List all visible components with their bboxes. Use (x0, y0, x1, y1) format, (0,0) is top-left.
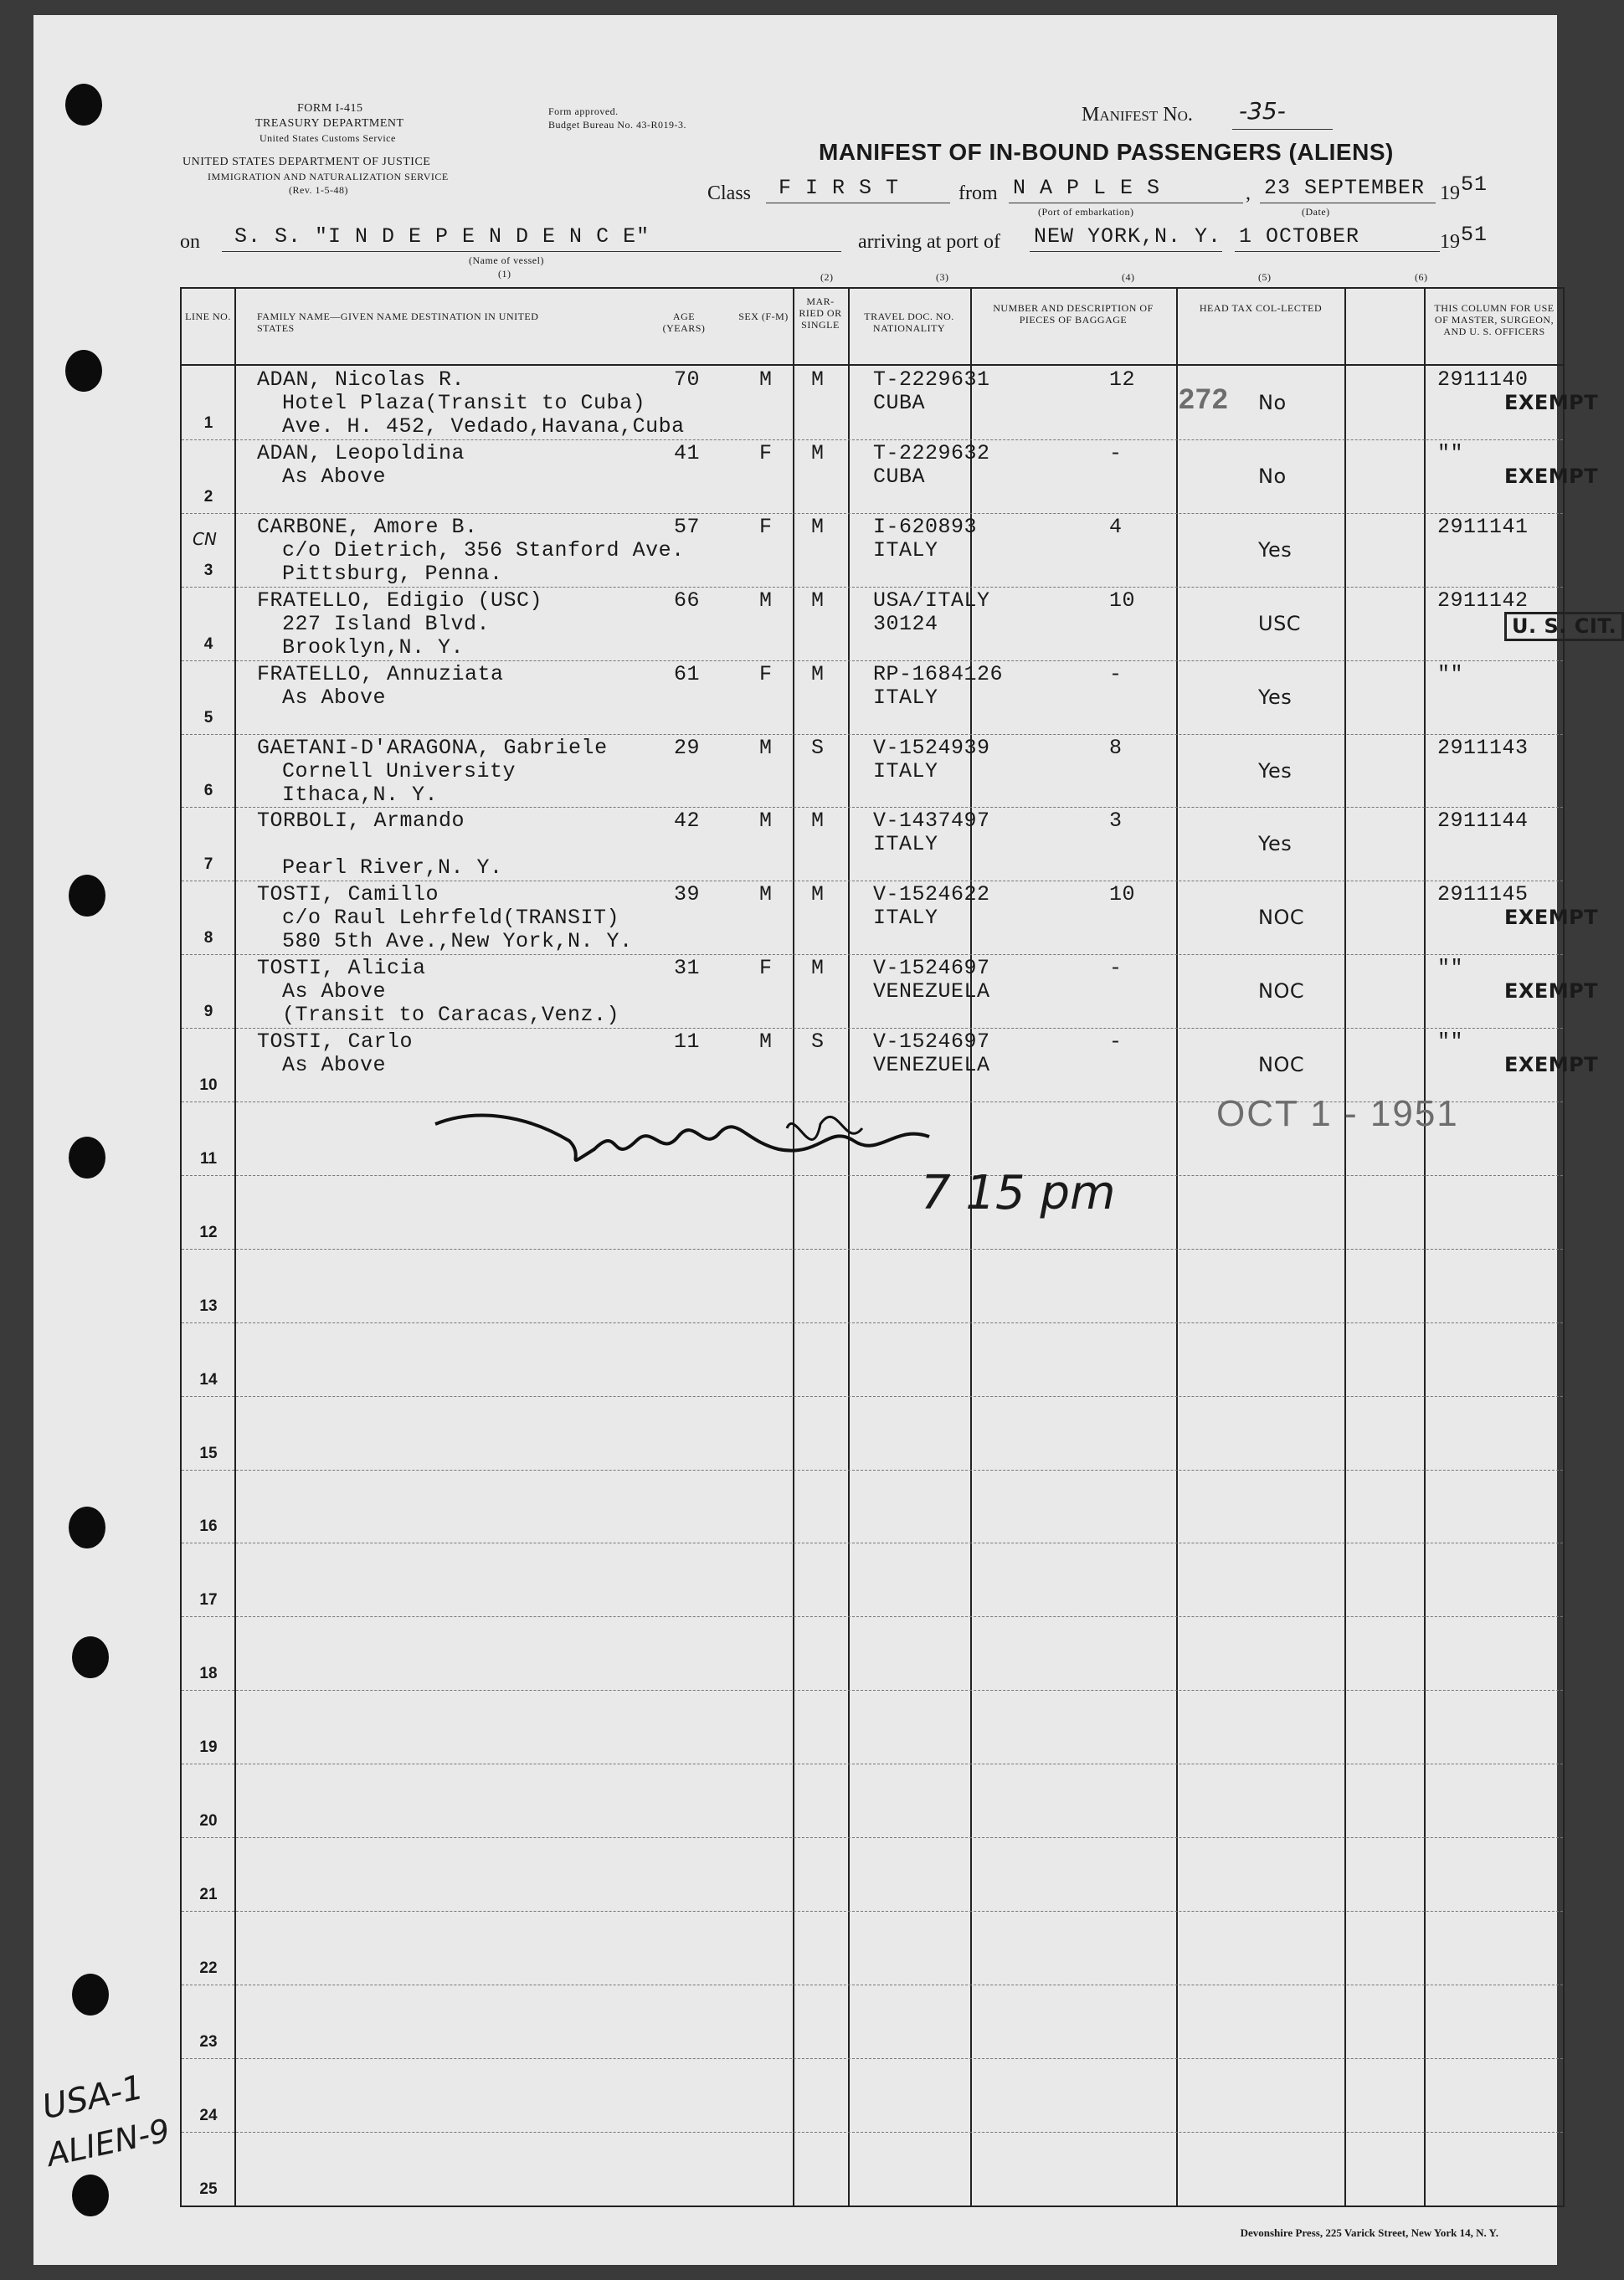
cell-married: M (811, 588, 825, 613)
on-label: on (180, 231, 200, 253)
cell-note: EXEMPT (1504, 979, 1599, 1004)
cell-dest1: As Above (282, 685, 387, 710)
cell-married: M (811, 661, 825, 686)
row-divider (182, 1616, 1563, 1617)
cell-doc: T-2229631 (873, 367, 990, 392)
line-number: 24 (199, 2106, 218, 2124)
cell-note: U. S. CIT. (1504, 612, 1624, 641)
cell-tax: No (1258, 464, 1287, 488)
cell-doc: V-1524697 (873, 1030, 990, 1055)
year-prefix-1: 19 (1440, 182, 1460, 204)
year-2: 51 (1461, 223, 1488, 247)
row-divider (182, 660, 1563, 661)
row-divider (182, 1837, 1563, 1838)
cell-name: TOSTI, Carlo (257, 1030, 414, 1055)
printer-imprint: Devonshire Press, 225 Varick Street, New York 14, N. Y. (1240, 2226, 1498, 2239)
cell-baggage: 10 (1109, 882, 1136, 907)
cell-doc: RP-1684126 (873, 661, 1004, 686)
line-number: 14 (199, 1370, 218, 1389)
header-baggage: NUMBER AND DESCRIPTION OF PIECES OF BAGGAGE (993, 302, 1154, 326)
row-divider (182, 1249, 1563, 1250)
cell-sex: F (759, 661, 773, 686)
cell-married: M (811, 956, 825, 981)
budget-bureau: Budget Bureau No. 43-R019-3. (548, 119, 686, 131)
cell-officer: 2911141 (1437, 514, 1529, 539)
cell-baggage: 4 (1109, 514, 1123, 539)
year-prefix-2: 19 (1440, 231, 1460, 253)
line-number: 23 (199, 2032, 218, 2051)
cell-nat: 30124 (873, 611, 938, 636)
cell-note: EXEMPT (1504, 906, 1599, 930)
cell-nat: VENEZUELA (873, 979, 990, 1004)
cell-name: TOSTI, Alicia (257, 956, 426, 981)
cell-doc: USA/ITALY (873, 588, 990, 613)
customs-label: United States Customs Service (260, 132, 396, 144)
row-divider (182, 1322, 1563, 1323)
cell-nat: VENEZUELA (873, 1053, 990, 1078)
cell-married: M (811, 809, 825, 834)
justice-label: UNITED STATES DEPARTMENT OF JUSTICE (182, 156, 431, 168)
cell-dest2: Brooklyn,N. Y. (282, 634, 465, 660)
row-divider (182, 1396, 1563, 1397)
cell-dest1: c/o Dietrich, 356 Stanford Ave. (282, 537, 685, 562)
row-divider (182, 1470, 1563, 1471)
cell-age: 41 (674, 440, 701, 465)
row-divider (182, 587, 1563, 588)
cell-married: M (811, 440, 825, 465)
vessel-caption: (Name of vessel) (469, 254, 544, 266)
cell-sex: M (759, 735, 773, 760)
row-divider (182, 734, 1563, 735)
cell-baggage: 8 (1109, 735, 1123, 760)
manifest-label: Manifest No. (1082, 104, 1193, 126)
cell-name: FRATELLO, Annuziata (257, 661, 504, 686)
header-married: MAR-RIED OR SINGLE (799, 295, 842, 331)
cell-baggage: 3 (1109, 809, 1123, 834)
cell-age: 57 (674, 514, 701, 539)
cell-officer: 2911144 (1437, 809, 1529, 834)
cell-officer: 2911145 (1437, 882, 1529, 907)
line-number: 20 (199, 1812, 218, 1830)
cell-dest1: As Above (282, 464, 387, 489)
header-sex: SEX (F-M) (738, 311, 789, 322)
cell-note: EXEMPT (1504, 464, 1599, 488)
date-caption: (Date) (1302, 206, 1330, 218)
cell-officer: 2911143 (1437, 735, 1529, 760)
line-number: 7 (203, 855, 213, 874)
cell-nat: ITALY (873, 537, 938, 562)
cell-tax: USC (1258, 611, 1302, 635)
cell-tax: No (1258, 391, 1287, 414)
arrival-date: 1 OCTOBER (1239, 224, 1360, 249)
line-number: 2 (203, 487, 213, 506)
class-label: Class (707, 182, 752, 204)
cell-baggage: - (1109, 1030, 1123, 1055)
line-number: 17 (199, 1591, 218, 1610)
cell-sex: M (759, 367, 773, 392)
cell-sex: F (759, 514, 773, 539)
punch-hole (69, 1137, 105, 1179)
punch-hole (72, 1636, 109, 1678)
punch-hole (65, 350, 102, 392)
corner-note-2: ALIEN-9 (44, 2112, 173, 2174)
cell-name: TORBOLI, Armando (257, 809, 465, 834)
line-number: 3 (203, 561, 213, 579)
cell-age: 29 (674, 735, 701, 760)
cell-dest2: Pearl River,N. Y. (282, 855, 503, 881)
cell-age: 42 (674, 809, 701, 834)
cell-officer: 2911142 (1437, 588, 1529, 613)
arrival-port: NEW YORK,N. Y. (1034, 224, 1222, 249)
cell-name: ADAN, Leopoldina (257, 440, 465, 465)
from-label: from (958, 182, 998, 204)
cell-note: EXEMPT (1504, 1053, 1599, 1077)
cell-age: 66 (674, 588, 701, 613)
cell-nat: ITALY (873, 758, 938, 783)
manifest-sheet: FORM I-415 TREASURY DEPARTMENT United States Customs Service Form approved. Budget Bureau No. 43-R019-3. UNITED STATES DEPARTMENT OF JUSTICE IMMIGRATION AND NATURALIZATION SERVICE (Rev. 1-5-48) Manifest No. -35- MANIFEST OF IN-BOUND PASSENGERS (ALIENS) Class F I R S T from N A P L E S (Port of embarkation) , 23 SEPTEMBER (Date) 19 51 on S. S. "I N D E P E N D E N C E" (Name of vessel) (1) arriving at port of NEW YORK,N. Y. 1 OCTOBER 19 51 (2) (3) (4) (5) (6) LINE NO. FAMILY NAME—GIVEN NAME DESTINATION IN UNITED STATES AGE (YEARS) SEX (F-M) MAR-RIED OR SINGLE TRAVEL DOC. NO. NATIONALITY NUMBER AND DESCRIPTION OF PIECES OF BAGGAGE HEAD TAX COL-LECTED THIS COLUMN FOR USE OF MASTER, SURGEON, AND U. S. OFFICERS 1 2 3 4 5 6 7 8 9 10 11 12 13 14 15 16 17 18 19 20 21 22 23 24 25 ADAN, Nicolas R. Hotel Plaza(Transit to Cuba) Ave. H. 452, Vedado,Havana,Cuba 70 M M T-2229631 CUBA 12 No 2911140 EXEMPT ADAN, Leopoldina As Above 41 F M T-2229632 CUBA - No "" EXEMPT CARBONE, Amore B. c/o Dietrich, 356 Stanford Ave. Pittsburg, Penna. 57 F M I-620893 ITALY 4 Yes 2911141 FRATELLO, Edigio (USC) 227 Island Blvd. Brooklyn,N. Y. 66 M M USA/ITALY 30124 10 USC 2911142 U. S. CIT. FRATELLO, Annuziata As Above 61 F M RP-1684126 ITALY - Yes "" GAETANI-D'ARAGONA, Gabriele Cornell University Ithaca,N. Y. 29 M S V-1524939 ITALY 8 Yes 2911143 TORBOLI, Armando Pearl River,N. Y. 42 M M V-1437497 ITALY 3 Yes 2911144 TOSTI, Camillo c/o Raul Lehrfeld(TRANSIT) 580 5th Ave.,New York,N. Y. 39 M M V-1524622 ITALY 10 NOC 2911145 EXEMPT TOSTI, Alicia As Above (Transit to Caracas,Venz.) 31 F M V-1524697 VENEZUELA - NOC "" EXEMPT TOSTI, Carlo As Above 11 M S V-1524697 VENEZUELA - NOC "" EXEMPT OCT 1 - 1951 272 7 15 pm USA-1 ALIEN-9 CN Devonshire Press, 225 Varick Street, New York 14, N. Y. (33, 15, 1557, 2265)
cell-dest2: Ave. H. 452, Vedado,Havana,Cuba (282, 414, 685, 439)
punch-hole (69, 1507, 105, 1548)
cell-name: TOSTI, Camillo (257, 882, 439, 907)
cell-age: 11 (674, 1030, 701, 1055)
cell-dest2: 580 5th Ave.,New York,N. Y. (282, 929, 633, 954)
embark-date: 23 SEPTEMBER (1264, 176, 1426, 200)
cell-dest1: 227 Island Blvd. (282, 611, 491, 636)
cell-dest2: (Transit to Caracas,Venz.) (282, 1003, 620, 1028)
cell-sex: F (759, 440, 773, 465)
date-stamp: OCT 1 - 1951 (1216, 1093, 1459, 1134)
cell-nat: ITALY (873, 906, 938, 931)
line-number: 12 (199, 1223, 218, 1241)
cell-age: 61 (674, 661, 701, 686)
cell-tax: Yes (1258, 758, 1293, 783)
cell-baggage: 12 (1109, 367, 1136, 392)
row-divider (182, 439, 1563, 440)
row-divider (182, 513, 1563, 514)
line-number: 5 (203, 708, 213, 727)
row-divider (182, 954, 1563, 955)
cell-doc: V-1524939 (873, 735, 990, 760)
cell-name: FRATELLO, Edigio (USC) (257, 588, 543, 613)
cell-age: 31 (674, 956, 701, 981)
cell-tax: NOC (1258, 979, 1305, 1004)
line-number: 9 (203, 1003, 213, 1021)
cell-tax: Yes (1258, 685, 1293, 709)
cell-baggage: - (1109, 956, 1123, 981)
punch-hole (72, 1974, 109, 2016)
cell-officer: "" (1437, 1030, 1464, 1055)
cell-nat: ITALY (873, 832, 938, 857)
cell-married: S (811, 735, 825, 760)
row-divider (182, 1028, 1563, 1029)
form-approved: Form approved. (548, 105, 619, 117)
cell-sex: M (759, 588, 773, 613)
header-age: AGE (YEARS) (662, 311, 706, 334)
cell-officer: "" (1437, 661, 1464, 686)
cell-sex: M (759, 809, 773, 834)
cell-age: 70 (674, 367, 701, 392)
cell-nat: CUBA (873, 391, 926, 415)
cell-dest1: c/o Raul Lehrfeld(TRANSIT) (282, 906, 620, 931)
cell-officer: "" (1437, 956, 1464, 981)
cell-tax: Yes (1258, 832, 1293, 856)
line-number: 18 (199, 1665, 218, 1683)
line-number: 19 (199, 1738, 218, 1757)
line-number: 11 (199, 1149, 218, 1168)
punch-hole (65, 84, 102, 126)
page-title: MANIFEST OF IN-BOUND PASSENGERS (ALIENS) (819, 139, 1394, 165)
cell-dest2: Ithaca,N. Y. (282, 782, 439, 807)
row-divider (182, 2058, 1563, 2059)
cell-officer: 2911140 (1437, 367, 1529, 392)
corner-note-1: USA-1 (39, 2067, 147, 2128)
line-number: 10 (199, 1076, 218, 1094)
cell-name: CARBONE, Amore B. (257, 514, 478, 539)
header-officers: THIS COLUMN FOR USE OF MASTER, SURGEON, AND U. S. OFFICERS (1434, 302, 1555, 337)
arriving-label: arriving at port of (858, 231, 1000, 253)
cell-dest1: Cornell University (282, 758, 516, 783)
line-number: 21 (199, 1885, 218, 1903)
cell-nat: ITALY (873, 685, 938, 710)
cell-baggage: - (1109, 440, 1123, 465)
cell-doc: T-2229632 (873, 440, 990, 465)
cell-doc: V-1524697 (873, 956, 990, 981)
ins-label: IMMIGRATION AND NATURALIZATION SERVICE (208, 171, 449, 182)
year-1: 51 (1461, 172, 1488, 197)
cell-doc: V-1524622 (873, 882, 990, 907)
cell-baggage: - (1109, 661, 1123, 686)
header-name: FAMILY NAME—GIVEN NAME DESTINATION IN UNITED STATES (257, 311, 539, 334)
cell-note: EXEMPT (1504, 391, 1599, 414)
stamp-number: 272 (1179, 383, 1229, 415)
handwritten-time: 7 15 pm (921, 1166, 1116, 1220)
punch-hole (69, 875, 105, 917)
treasury-label: TREASURY DEPARTMENT (255, 117, 404, 130)
class-value: F I R S T (779, 176, 900, 200)
embark-port: N A P L E S (1013, 176, 1161, 200)
cell-tax: Yes (1258, 537, 1293, 562)
cell-age: 39 (674, 882, 701, 907)
cell-dest1: As Above (282, 979, 387, 1004)
line-number: 25 (199, 2180, 218, 2198)
form-number: FORM I-415 (297, 102, 363, 115)
line-number: 6 (203, 782, 213, 800)
cell-married: M (811, 367, 825, 392)
header-travel-doc: TRAVEL DOC. NO. NATIONALITY (864, 311, 954, 334)
cell-tax: NOC (1258, 1053, 1305, 1077)
manifest-number: -35- (1239, 97, 1286, 125)
header-head-tax: HEAD TAX COL-LECTED (1199, 302, 1323, 314)
line-number: 22 (199, 1959, 218, 1977)
cell-sex: F (759, 956, 773, 981)
punch-hole (72, 2175, 109, 2216)
embark-port-caption: (Port of embarkation) (1038, 206, 1134, 218)
cell-married: M (811, 514, 825, 539)
cell-tax: NOC (1258, 906, 1305, 930)
line-number: 13 (199, 1297, 218, 1315)
row-divider (182, 1690, 1563, 1691)
passenger-table (180, 287, 1617, 2207)
vessel-name: S. S. "I N D E P E N D E N C E" (234, 224, 650, 249)
cell-doc: V-1437497 (873, 809, 990, 834)
cell-officer: "" (1437, 440, 1464, 465)
cell-dest1: As Above (282, 1053, 387, 1078)
cell-married: M (811, 882, 825, 907)
row-divider (182, 2132, 1563, 2133)
cell-nat: CUBA (873, 464, 926, 489)
cell-dest2: Pittsburg, Penna. (282, 561, 503, 586)
line-number: 8 (203, 929, 213, 947)
cell-baggage: 10 (1109, 588, 1136, 613)
cell-name: GAETANI-D'ARAGONA, Gabriele (257, 735, 608, 760)
cell-married: S (811, 1030, 825, 1055)
cell-name: ADAN, Nicolas R. (257, 367, 465, 392)
row-divider (182, 807, 1563, 808)
line-number: 16 (199, 1517, 218, 1536)
row-divider (182, 1911, 1563, 1912)
cell-sex: M (759, 882, 773, 907)
cell-doc: I-620893 (873, 514, 978, 539)
header-line-no: LINE NO. (185, 311, 231, 322)
cell-dest1: Hotel Plaza(Transit to Cuba) (282, 391, 646, 415)
signature (427, 1091, 963, 1191)
line-number: 1 (203, 413, 213, 432)
line-number: 15 (199, 1444, 218, 1462)
cell-sex: M (759, 1030, 773, 1055)
line-number: 4 (203, 634, 213, 653)
revision: (Rev. 1-5-48) (289, 184, 349, 196)
